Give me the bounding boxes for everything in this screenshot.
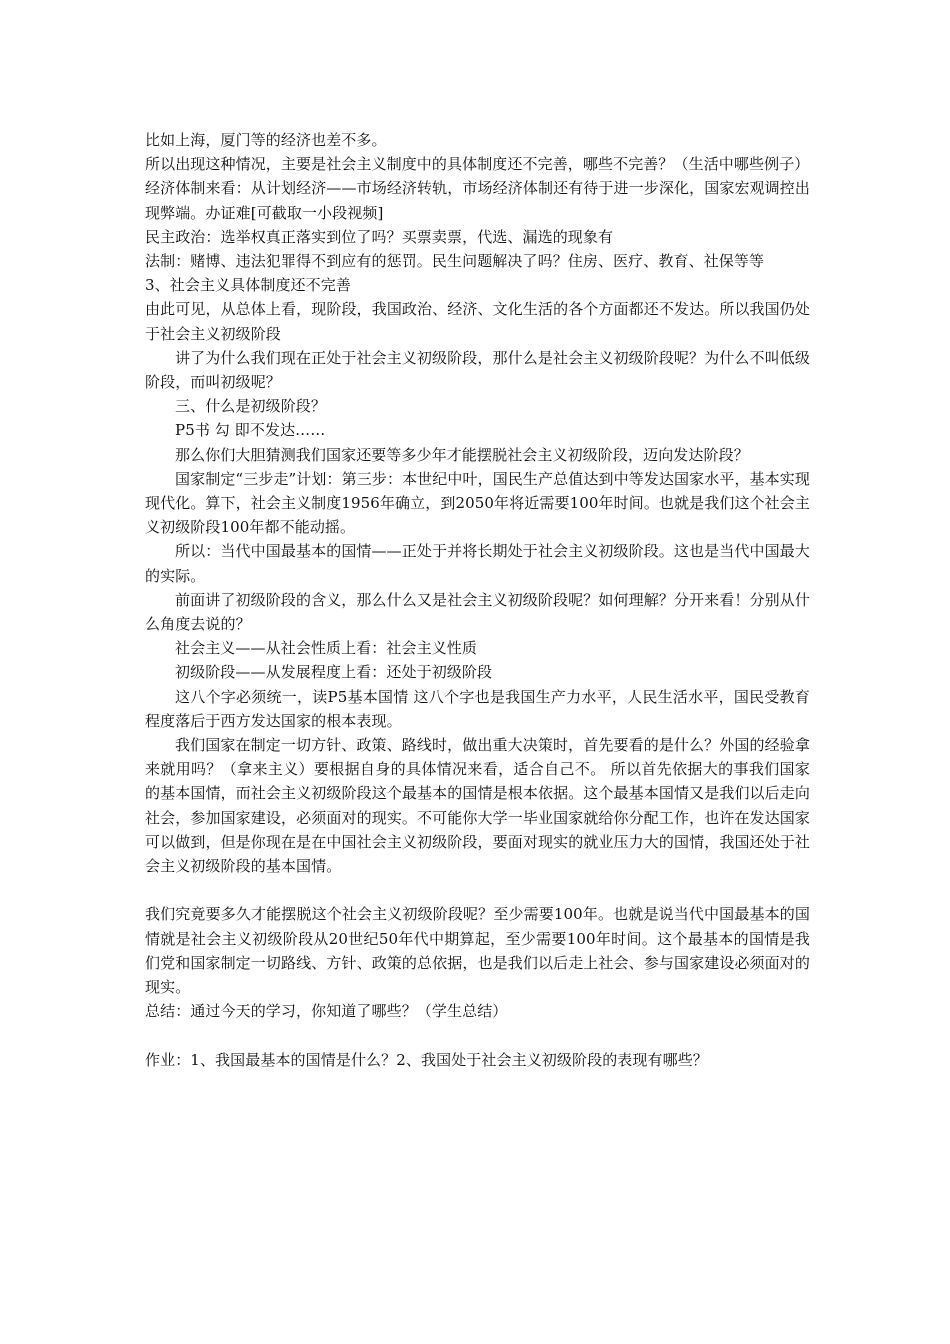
paragraph: 民主政治：选举权真正落实到位了吗？买票卖票，代选、漏选的现象有 bbox=[145, 227, 614, 246]
paragraph: 我们究竟要多久才能摆脱这个社会主义初级阶段呢？至少需要100年。也就是说当代中国最基本的国情就是社会主义初级阶段从20世纪50年代中期算起，至少需要100年时间。这个最基本的国情是我们党和国家制定一切路线、方针、政策的总依据，也是我们以后走上社会、参与国家建设必须面对的现实。 bbox=[145, 905, 810, 997]
paragraph: 初级阶段——从发展程度上看：还处于初级阶段 bbox=[175, 663, 493, 682]
section-heading: 三、什么是初级阶段？ bbox=[175, 397, 327, 416]
paragraph: 讲了为什么我们现在正处于社会主义初级阶段，那什么是社会主义初级阶段呢？为什么不叫低级阶段，而叫初级呢？ bbox=[145, 348, 810, 392]
blank-line bbox=[145, 878, 810, 902]
paragraph: 前面讲了初级阶段的含义，那么什么又是社会主义初级阶段呢？如何理解？分开来看！分别从什么角度去说的？ bbox=[145, 590, 810, 634]
paragraph: 那么你们大胆猜测我们国家还要等多少年才能摆脱社会主义初级阶段，迈向发达阶段？ bbox=[175, 445, 749, 464]
paragraph: P5书 勾 即不发达…… bbox=[175, 421, 326, 440]
summary-line: 总结：通过今天的学习，你知道了哪些？（学生总结） bbox=[145, 1002, 508, 1021]
paragraph: 法制：赌博、违法犯罪得不到应有的惩罚。民生问题解决了吗？住房、医疗、教育、社保等等 bbox=[145, 252, 765, 271]
paragraph: 所以：当代中国最基本的国情——正处于并将长期处于社会主义初级阶段。这也是当代中国最大的实际。 bbox=[145, 542, 810, 585]
paragraph: 社会主义——从社会性质上看：社会主义性质 bbox=[175, 639, 478, 658]
paragraph: 这八个字必须统一，读P5基本国情 这八个字也是我国生产力水平，人民生活水平，国民受教育程度落后于西方发达国家的根本表现。 bbox=[145, 687, 810, 730]
document-body bbox=[145, 128, 810, 1072]
paragraph: 我们国家在制定一切方针、政策、路线时，做出重大决策时，首先要看的是什么？外国的经验拿来就用吗？（拿来主义）要根据自身的具体情况来看，适合自己不。 所以首先依据大的事我们国家的基本国情，而社会主义初级阶段这个最基本的国情是根本依据。这个最基本国情又是我们以后走向社会，参加国家建设，必须面对的现实。不可能你大学一毕业国家就给你分配工作，也许在发达国家可以做到，但是你现在是在中国社会主义初级阶段，要面对现实的就业压力大的国情，我国还处于社会主义初级阶段的基本国情。 bbox=[145, 736, 810, 876]
paragraph: 国家制定“三步走”计划：第三步：本世纪中叶，国民生产总值达到中等发达国家水平，基本实现现代化。算下，社会主义制度1956年确立，到2050年将近需要100年时间。也就是我们这个社会主义初级阶段100年都不能动摇。 bbox=[145, 469, 810, 537]
paragraph: 由此可见，从总体上看，现阶段，我国政治、经济、文化生活的各个方面都还不发达。所以我国仍处于社会主义初级阶段 bbox=[145, 300, 810, 343]
blank-line bbox=[145, 1024, 810, 1048]
paragraph: 比如上海，厦门等的经济也差不多。 bbox=[145, 131, 387, 149]
paragraph: 经济体制来看：从计划经济——市场经济转轨，市场经济体制还有待于进一步深化，国家宏观调控出现弊端。办证难[可截取一小段视频] bbox=[145, 179, 810, 222]
paragraph: 所以出现这种情况，主要是社会主义制度中的具体制度还不完善，哪些不完善？（生活中哪些例子） bbox=[145, 155, 810, 174]
homework-line: 作业：1、我国最基本的国情是什么？2、我国处于社会主义初级阶段的表现有哪些？ bbox=[145, 1050, 708, 1069]
section-heading: 3、社会主义具体制度还不完善 bbox=[145, 276, 351, 295]
